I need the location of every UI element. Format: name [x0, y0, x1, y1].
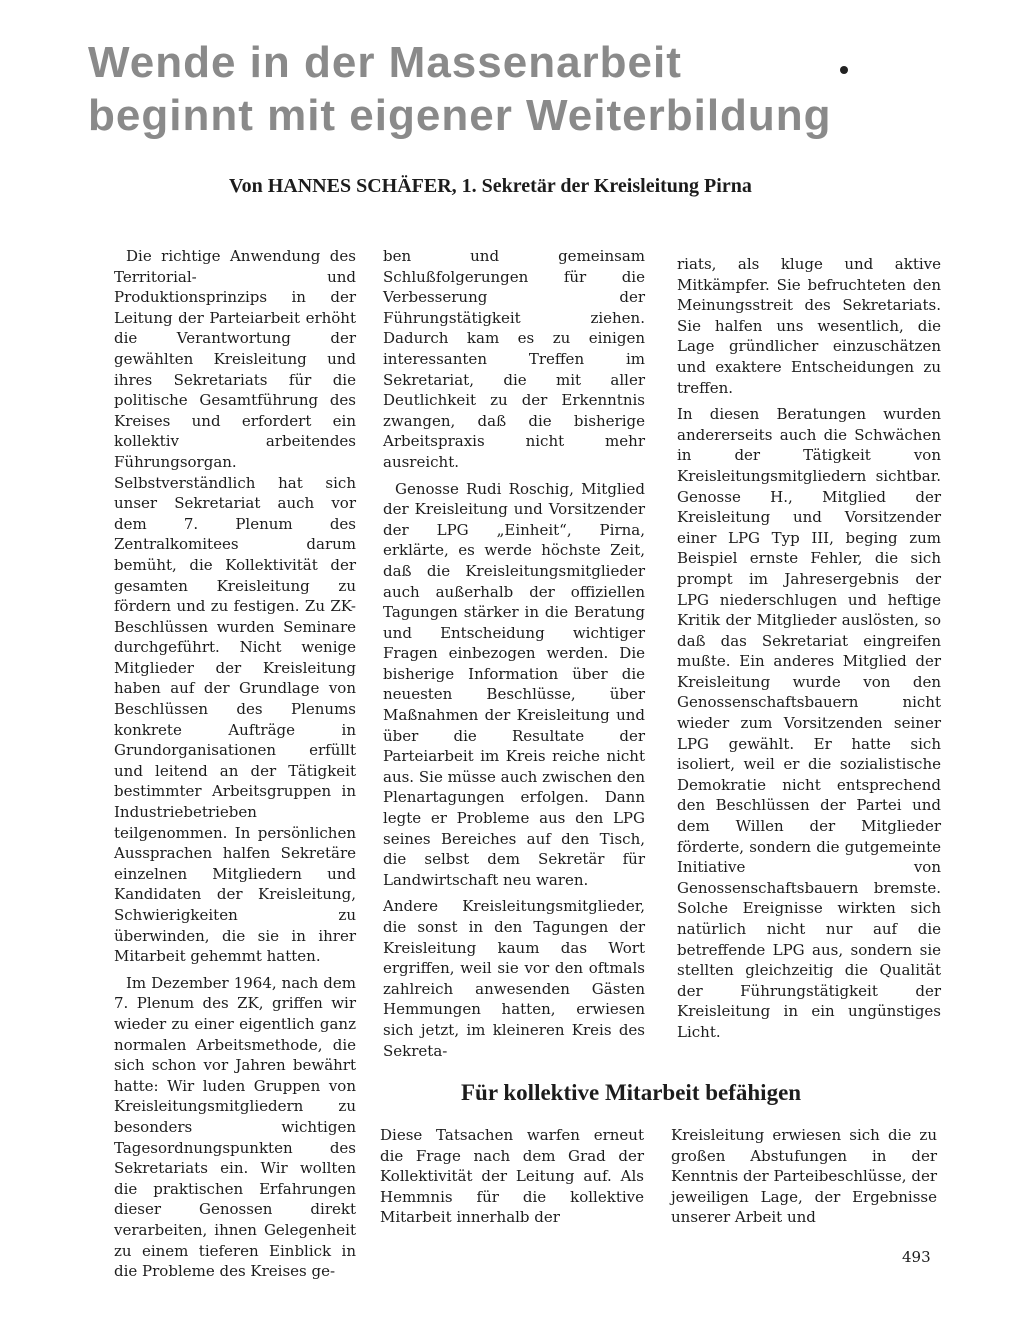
- paragraph: riats, als kluge und aktive Mitkämpfer. Sie befruchteten den Meinungsstreit des Sekretariats. Sie halfen uns wesentlich, die Lage gründlicher einzuschätzen und exaktere Entscheidungen zu treffen.: [677, 255, 941, 397]
- bottom-text-column-1: [380, 1125, 644, 1234]
- article-headline: [88, 36, 988, 142]
- paragraph: Die richtige Anwendung des Territorial- und Produktionsprinzips in der Leitung der Parteiarbeit erhöht die Verantwortung der gewählten Kreisleitung und ihres Sekretariats für die politische Gesamtführung des Kreises und erfordert ein kollektiv arbeitendes Führungsorgan. Selbstverständlich hat sich unser Sekretariat auch vor dem 7. Plenum des Zentralkomitees darum bemüht, die Kollektivität der gesamten Kreisleitung zu fördern und zu festigen. Zu ZK-Beschlüssen wurden Seminare durchgeführt. Nicht wenige Mitglieder der Kreisleitung haben auf der Grundlage von Beschlüssen des Plenums konkrete Aufträge in Grundorganisationen erfüllt und leitend an der Tätigkeit bestimmter Arbeitsgruppen in Industriebetrieben teilgenommen. In persönlichen Aussprachen halfen Sekretäre einzelnen Mitgliedern und Kandidaten der Kreisleitung, Schwierigkeiten zu überwinden, die sie in ihrer Mitarbeit gehemmt hatten.: [114, 247, 356, 966]
- paragraph: Diese Tatsachen warfen erneut die Frage nach dem Grad der Kollektivität der Leitung auf. Als Hemmnis für die kollektive Mitarbeit innerhalb der: [380, 1126, 644, 1227]
- text-column-3: [677, 254, 941, 1049]
- decorative-dot: [840, 66, 848, 74]
- text-column-1: [114, 246, 356, 1288]
- paragraph: Im Dezember 1964, nach dem 7. Plenum des ZK, griffen wir wieder zu einer eigentlich ganz normalen Arbeitsmethode, die sich schon vor Jahren bewährt hatte: Wir luden Gruppen von Kreisleitungsmitgliedern zu besonders wichtigen Tagesordnungspunkten des Sekretariats ein. Wir wollten die praktischen Erfahrungen dieser Genossen direkt verarbeiten, ihnen Gelegenheit zu einem tieferen Einblick in die Probleme des Kreises ge-: [114, 973, 356, 1281]
- paragraph: In diesen Beratungen wurden andererseits auch die Schwächen in der Tätigkeit von Kreisleitungsmitgliedern sichtbar. Genosse H., Mitglied der Kreisleitung und Vorsitzender einer LPG Typ III, beging zum Beispiel ernste Fehler, die sich prompt im Jahresergebnis der LPG niederschlugen und heftige Kritik der Mitglieder auslösten, so daß das Sekretariat eingreifen mußte. Ein anderes Mitglied der Kreisleitung wurde von den Genossenschaftsbauern nicht wieder zum Vorsitzenden seiner LPG gewählt. Er hatte sich isoliert, weil er die sozialistische Demokratie nicht entsprechend den Beschlüssen der Partei und dem Willen der Mitglieder förderte, sondern die gutgemeinte Initiative von Genossenschaftsbauern bremste. Solche Ereignisse wirkten sich natürlich nicht nur auf die betreffende LPG aus, sondern sie stellten gleichzeitig die Qualität der Führungstätigkeit der Kreisleitung in ein ungünstiges Licht.: [677, 405, 941, 1041]
- paragraph: ben und gemeinsam Schlußfolgerungen für die Verbesserung der Führungstätigkeit ziehen. Dadurch kam es zu einigen interessanten Treffen im Sekretariat, die mit aller Deutlichkeit zu der Erkenntnis zwangen, daß die bisherige Arbeitspraxis nicht mehr ausreicht.: [383, 247, 645, 471]
- bottom-text-column-2: [671, 1125, 937, 1234]
- section-subheading: Für kollektive Mitarbeit befähigen: [461, 1080, 802, 1105]
- paragraph: Andere Kreisleitungsmitglieder, die sonst in den Tagungen der Kreisleitung kaum das Wort ergriffen, weil sie vor den oftmals zahlreich anwesenden Gästen Hemmungen hatten, erwiesen sich jetzt, im kleineren Kreis des Sekreta-: [383, 897, 645, 1060]
- author-byline: Von HANNES SCHÄFER, 1. Sekretär der Kreisleitung Pirna: [229, 175, 752, 197]
- text-column-2: [383, 246, 645, 1067]
- headline-line-1: Wende in der Massenarbeit: [88, 38, 682, 87]
- page-number: 493: [902, 1248, 931, 1266]
- paragraph: Genosse Rudi Roschig, Mitglied der Kreisleitung und Vorsitzender der LPG „Einheit“, Pirna, erklärte, es werde höchste Zeit, daß die Kreisleitungsmitglieder auch außerhalb der offiziellen Tagungen stärker in die Beratung und Entscheidung wichtiger Fragen einbezogen werden. Die bisherige Information über die neuesten Beschlüsse, über Maßnahmen der Kreisleitung und über die Resultate der Parteiarbeit im Kreis reiche nicht aus. Sie müsse auch zwischen den Plenartagungen erfolgen. Dann legte er Probleme aus den LPG seines Bereiches auf den Tisch, die selbst dem Sekretär für Landwirtschaft neu waren.: [383, 479, 645, 889]
- headline-line-2: beginnt mit eigener Weiterbildung: [88, 91, 832, 140]
- paragraph: Kreisleitung erwiesen sich die zu großen Abstufungen in der Kenntnis der Parteibeschlüsse, der jeweiligen Lage, der Ergebnisse unserer Arbeit und: [671, 1126, 937, 1227]
